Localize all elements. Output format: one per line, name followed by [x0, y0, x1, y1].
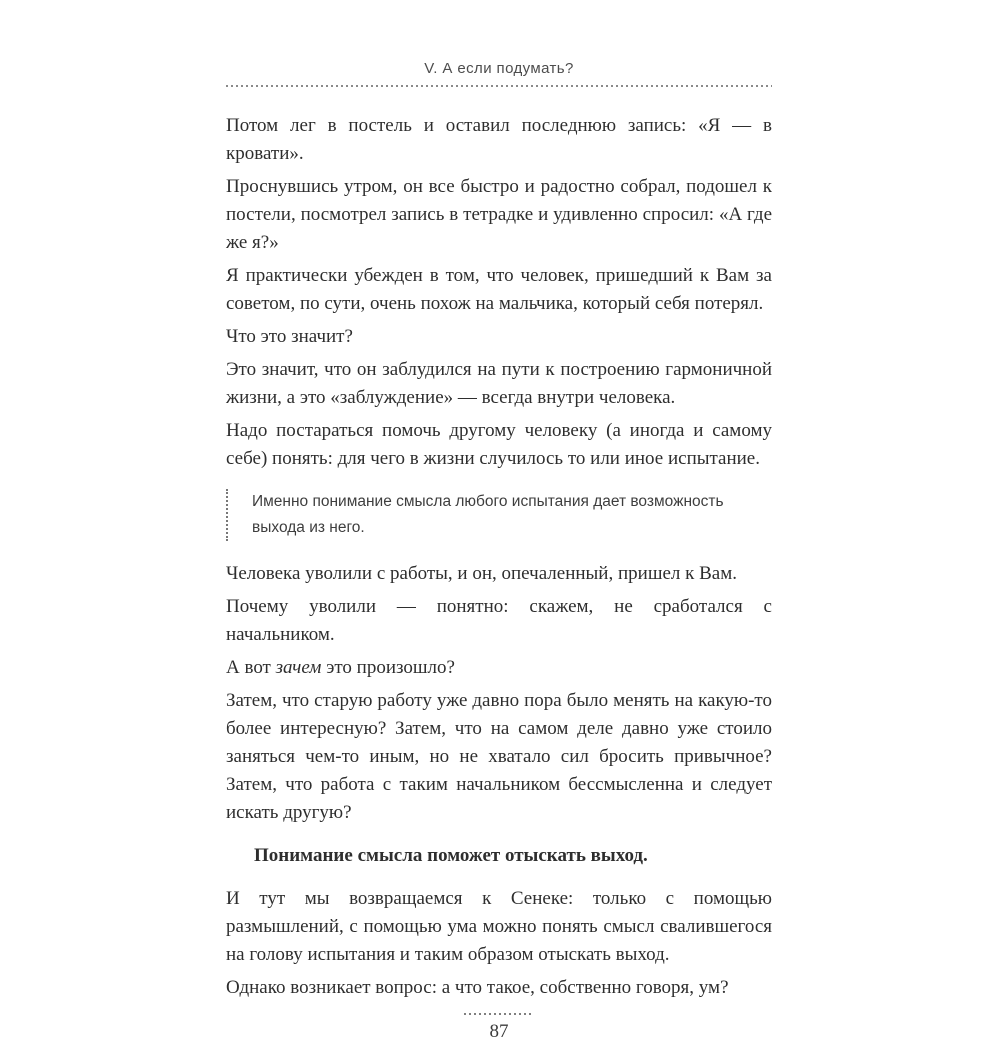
question-post: это произошло?: [321, 657, 455, 678]
question-pre: А вот: [226, 657, 276, 678]
paragraph: Человека уволили с работы, и он, опечаленный, пришел к Вам.: [226, 563, 737, 584]
paragraph: Однако возникает вопрос: а что такое, собственно говоря, ум?: [226, 977, 729, 998]
callout-quote: [226, 489, 772, 541]
footer-divider: [464, 1013, 534, 1015]
paragraph-with-italic: [226, 654, 772, 682]
key-sentence: Понимание смысла поможет отыскать выход.: [254, 845, 648, 866]
running-header: [226, 59, 772, 87]
paragraph: Проснувшись утром, он все быстро и радостно собрал, подошел к постели, посмотрел запись в тетрадке и удивленно спросил: «А где же я?»: [226, 176, 772, 253]
chapter-title: V. А если подумать?: [424, 60, 574, 77]
paragraph: Что это значит?: [226, 326, 353, 347]
paragraph: Потом лег в постель и оставил последнюю запись: «Я — в кровати».: [226, 115, 772, 164]
page-number: 87: [489, 1021, 509, 1042]
text-column: [226, 0, 772, 1043]
page-footer: [226, 1013, 772, 1043]
question-italic-word: зачем: [275, 657, 322, 678]
paragraph: Я практически убежден в том, что человек, пришедший к Вам за советом, по сути, очень похож на мальчика, который себя потерял.: [226, 265, 772, 314]
paragraph: Почему уволили — понятно: скажем, не сработался с начальником.: [226, 596, 772, 645]
callout-quote-text: Именно понимание смысла любого испытания дает возможность выхода из него.: [252, 493, 724, 536]
paragraph: И тут мы возвращаемся к Сенеке: только с помощью размышлений, с помощью ума можно понять смысл свалившегося на голову испытания и таким образом отыскать выход.: [226, 888, 772, 965]
paragraph: Затем, что старую работу уже давно пора было менять на какую-то более интересную? Затем, что на самом деле давно уже стоило заняться чем-то иным, но не хватало сил бросить привычное? Затем, что работа с таким начальником бессмысленна и следует искать другую?: [226, 690, 772, 823]
paragraph: Это значит, что он заблудился на пути к построению гармоничной жизни, а это «заблуждение» — всегда внутри человека.: [226, 359, 772, 408]
header-divider: [226, 85, 772, 87]
paragraph: Надо постараться помочь другому человеку (а иногда и самому себе) понять: для чего в жизни случилось то или иное испытание.: [226, 420, 772, 469]
page-body: [226, 112, 772, 1002]
